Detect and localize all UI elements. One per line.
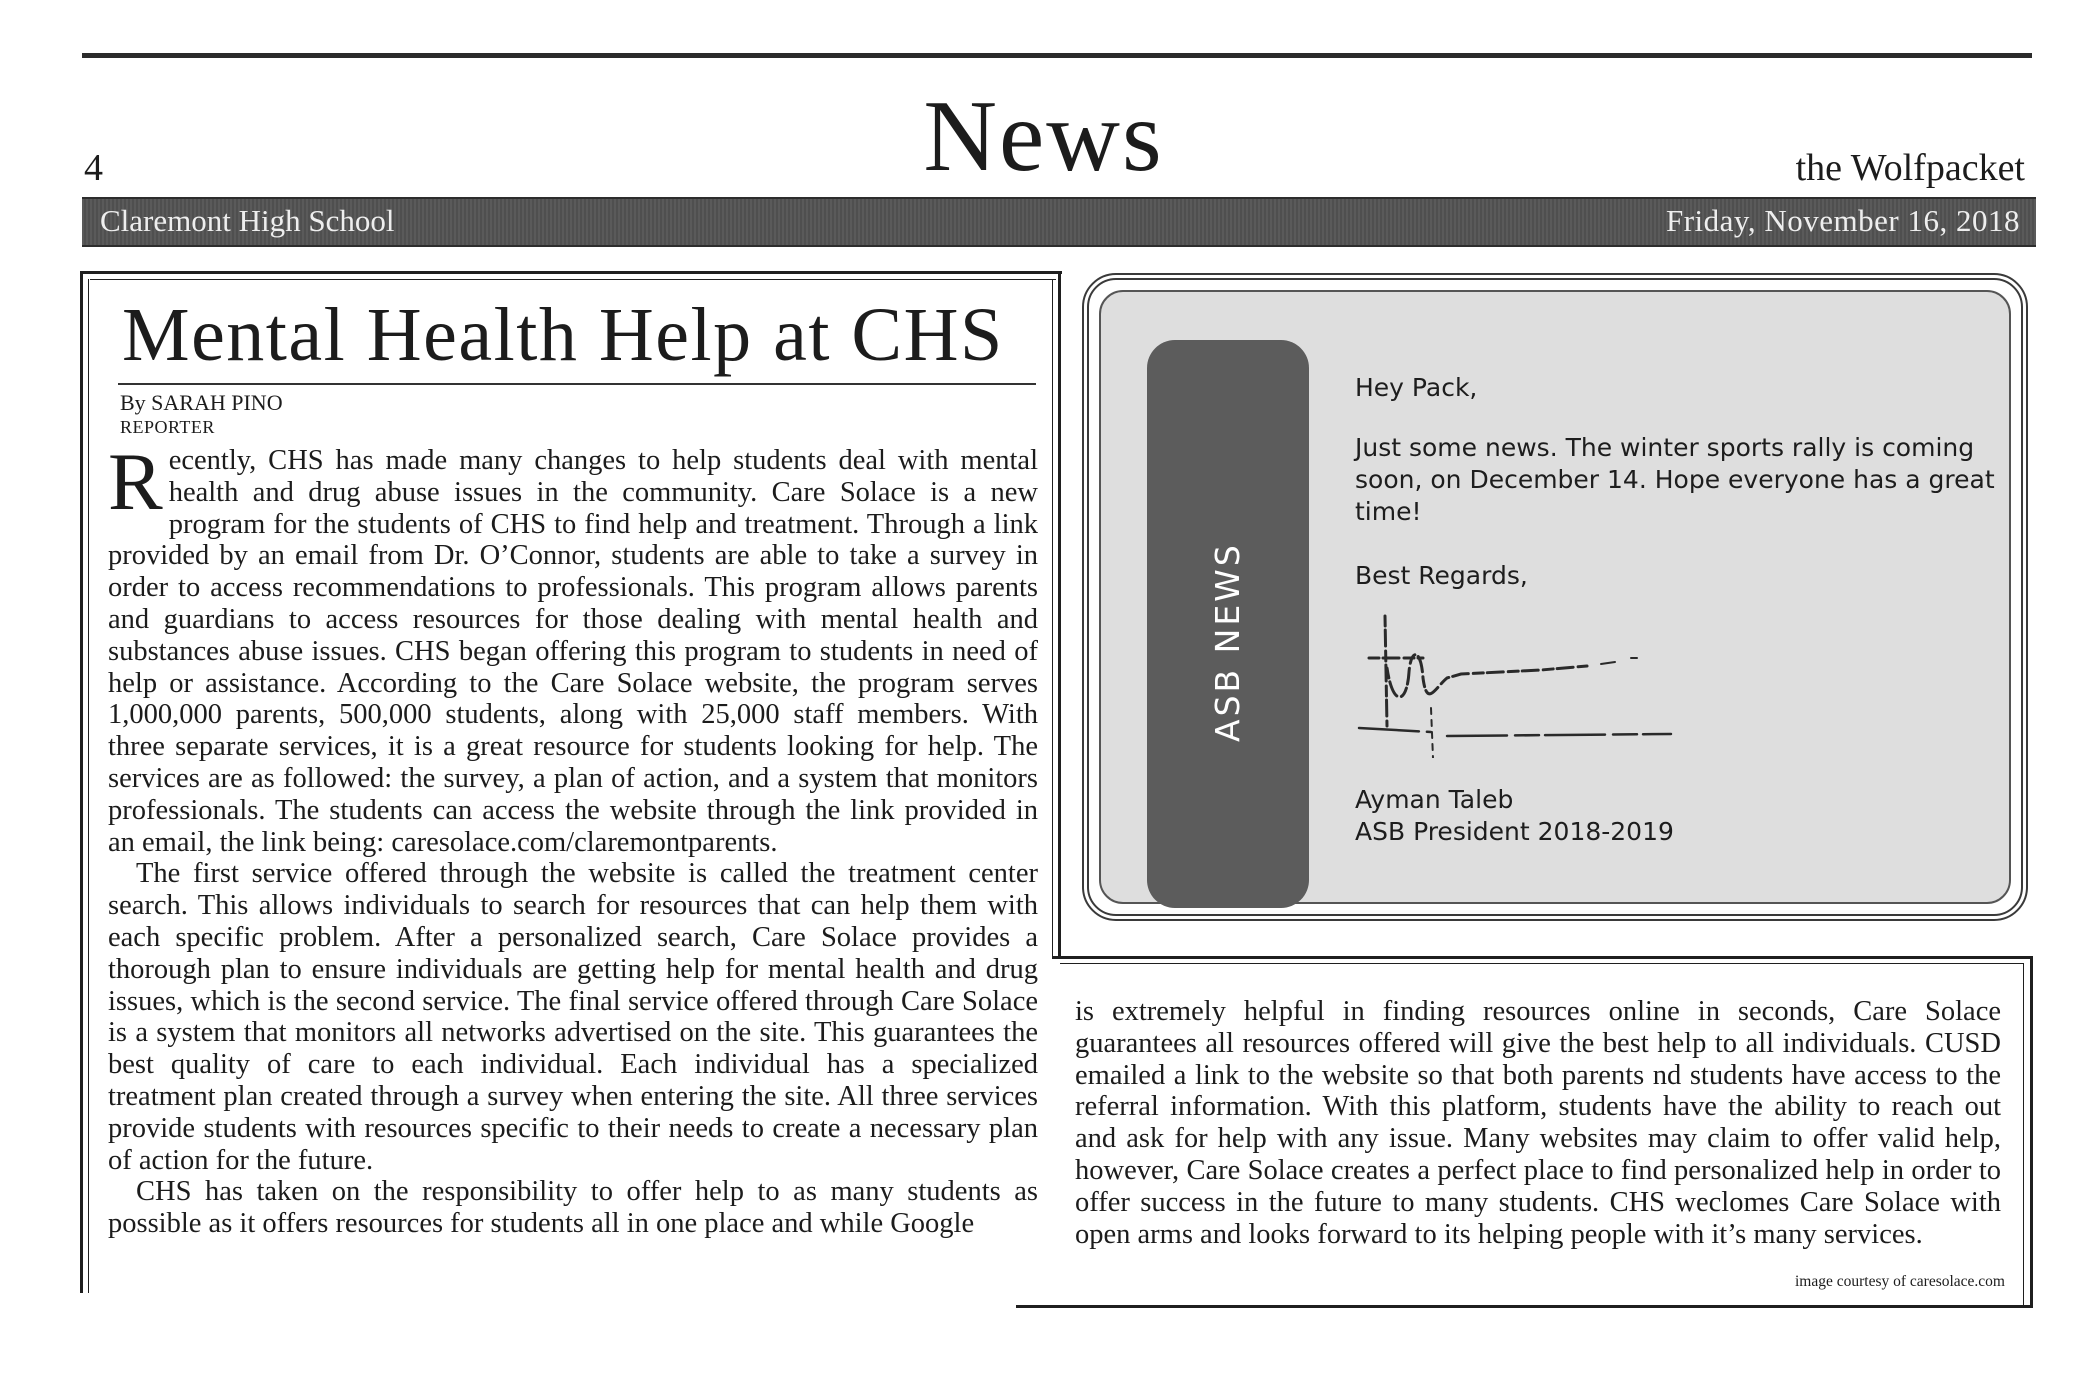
asb-title: ASB President 2018-2019 bbox=[1355, 817, 1674, 846]
reporter-role: REPORTER bbox=[120, 417, 215, 437]
paragraph-3-continued: is extremely helpful in finding resources online in seconds, Care Solace guarantees all resources offered will give the best help to all individuals. CUSD emailed a link to the website so that both parents nd students have access to the referral information. With this platform, students have the ability to reach out and ask for help with any issue. Many websites may claim to offer valid help, however, Care Solace creates a perfect place to find personalized help in order to offer success in the future to many students. CHS weclomes Care Solace with open arms and looks forward to its helping people with it’s many services. bbox=[1075, 996, 2001, 1250]
asb-sidebar bbox=[1147, 340, 1309, 908]
asb-message: Just some news. The winter sports rally is coming soon, on December 14. Hope everyone has a great time! bbox=[1355, 433, 1995, 526]
school-name: Claremont High School bbox=[100, 203, 395, 238]
paragraph-1-text: ecently, CHS has made many changes to help students deal with mental health and drug abuse issues in the community. Care Solace is a new program for the students of CHS to find help and treatment. Through a link provided by an email from Dr. O’Connor, students are able to take a survey in order to access recommendations to professionals. This program allows parents and guardians to access resources for those dealing with mental health and substances abuse issues. CHS began offering this program to students in need of help or assistance. According to the Care Solace website, the program serves 1,000,000 parents, 500,000 students, along with 25,000 staff members. With three separate services, it is a great resource for students looking for help. The services are as followed: the survey, a plan of action, and a system that monitors professionals. The students can access the website through the link provided in an email, the link being: caresolace.com/claremontparents. bbox=[108, 445, 1038, 858]
headline-rule bbox=[118, 383, 1036, 385]
byline: By SARAH PINO bbox=[120, 390, 283, 415]
asb-news-box bbox=[1082, 273, 2028, 921]
article-column-2 bbox=[1075, 996, 2001, 1250]
asb-name: Ayman Taleb bbox=[1355, 785, 1514, 814]
top-rule bbox=[82, 53, 2032, 58]
asb-label: ASB NEWS bbox=[1208, 542, 1247, 742]
drop-cap: R bbox=[108, 436, 163, 527]
asb-greeting: Hey Pack, bbox=[1355, 373, 1478, 402]
asb-closing: Best Regards, bbox=[1355, 561, 1528, 590]
banner-bar bbox=[82, 197, 2036, 247]
paragraph-2: The first service offered through the website is called the treatment center search. This allows individuals to search for resources that can help them with each specific problem. After a personalized search, Care Solace provides a thorough plan to ensure individuals are getting help for mental health and drug issues, which is the second service. The final service offered through Care Solace is a system that monitors all networks advertised on the site. This guarantees the best quality of care to each individual. Each individual has a specialized treatment plan created through a survey when entering the site. All three services provide students with resources specific to their needs to create a necessary plan of action for the future. bbox=[108, 858, 1038, 1176]
page-number: 4 bbox=[84, 147, 103, 189]
issue-date: Friday, November 16, 2018 bbox=[1665, 203, 2020, 238]
asb-inner-panel bbox=[1099, 290, 2011, 904]
paper-name: the Wolfpacket bbox=[1795, 147, 2025, 189]
image-credit: image courtesy of caresolace.com bbox=[1794, 1273, 2005, 1290]
article-column-1 bbox=[108, 436, 1038, 1240]
paragraph-3: CHS has taken on the responsibility to offer help to as many students as possible as it offers resources for students all in one place and while Google bbox=[108, 1176, 1038, 1240]
story-headline: Mental Health Help at CHS bbox=[122, 293, 1004, 377]
paragraph-1 bbox=[108, 436, 1038, 858]
signature-icon bbox=[1351, 608, 1791, 758]
section-title: News bbox=[923, 80, 1164, 193]
